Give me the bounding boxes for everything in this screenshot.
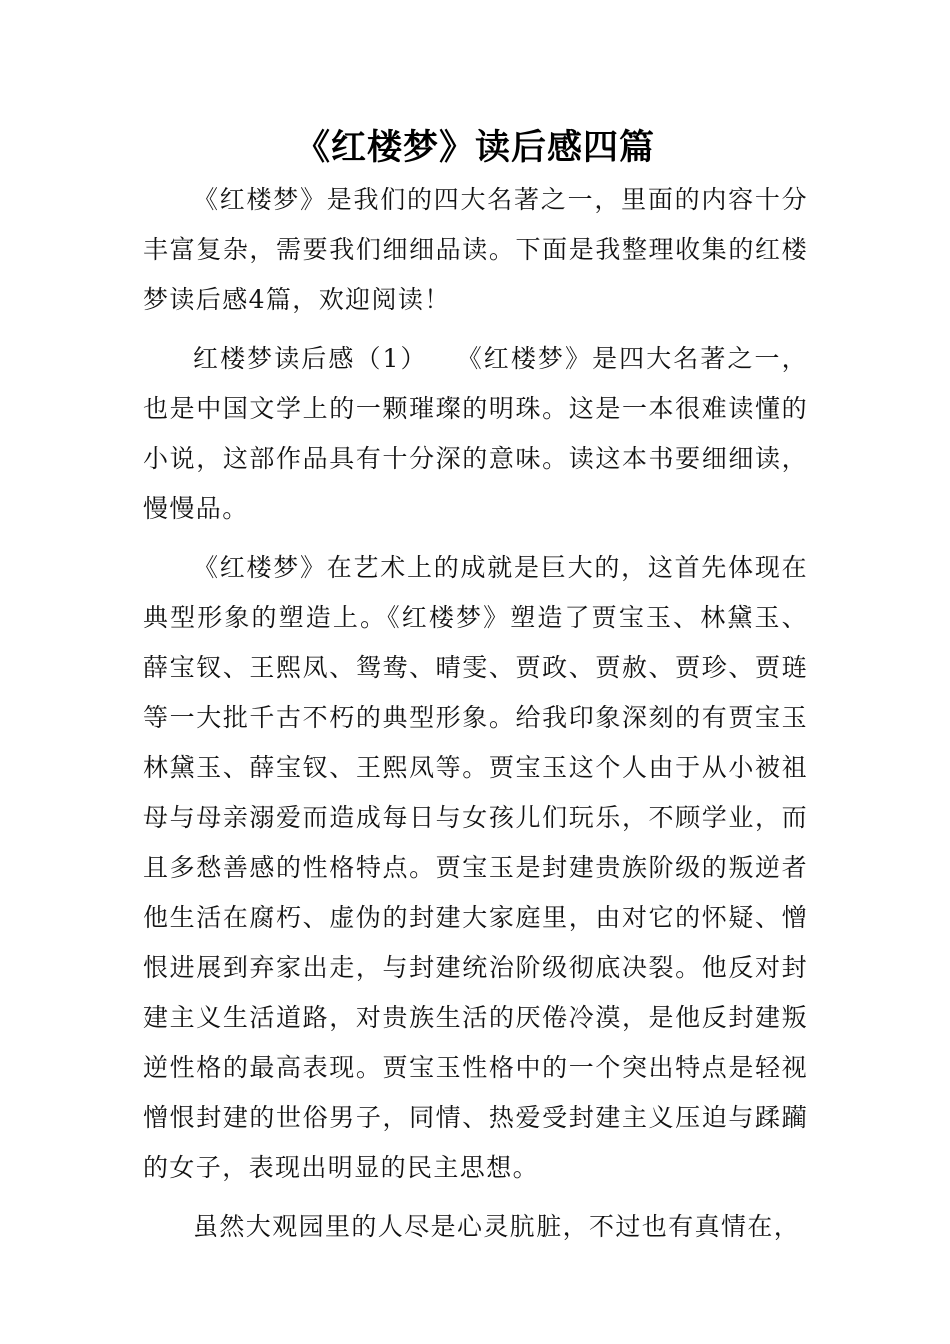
paragraph-artistic-achievement: 《红楼梦》在艺术上的成就是巨大的，这首先体现在典型形象的塑造上。《红楼梦》塑造了贾宝玉、林黛玉、薛宝钗、王熙凤、鸳鸯、晴雯、贾政、贾赦、贾珍、贾琏等一大批千古不朽的典型形象。给我印象深刻的有贾宝玉林黛玉、薛宝钗、王熙凤等。贾宝玉这个人由于从小被祖母与母亲溺爱而造成每日与女孩儿们玩乐，不顾学业，而且多愁善感的性格特点。贾宝玉是封建贵族阶级的叛逆者他生活在腐朽、虚伪的封建大家庭里，由对它的怀疑、憎恨进展到弃家出走，与封建统治阶级彻底决裂。他反对封建主义生活道路，对贵族生活的厌倦冷漠，是他反封建叛逆性格的最高表现。贾宝玉性格中的一个突出特点是轻视憎恨封建的世俗男子，同情、热爱受封建主义压迫与蹂躏的女子，表现出明显的民主思想。 <box>143 553 808 1182</box>
paragraph-intro: 《红楼梦》是我们的四大名著之一，里面的内容十分丰富复杂，需要我们细细品读。下面是我整理收集的红楼梦读后感4篇，欢迎阅读！ <box>143 185 808 314</box>
paragraph-review-1-opening: 红楼梦读后感（1） 《红楼梦》是四大名著之一，也是中国文学上的一颗璀璨的明珠。这是一本很难读懂的小说，这部作品具有十分深的意味。读这本书要细细读，慢慢品。 <box>143 344 808 523</box>
document-body <box>143 175 808 1252</box>
document-title: 《红楼梦》读后感四篇 <box>294 128 655 168</box>
paragraph-grand-view-garden: 虽然大观园里的人尽是心灵肮脏，不过也有真情在， <box>193 1212 801 1241</box>
